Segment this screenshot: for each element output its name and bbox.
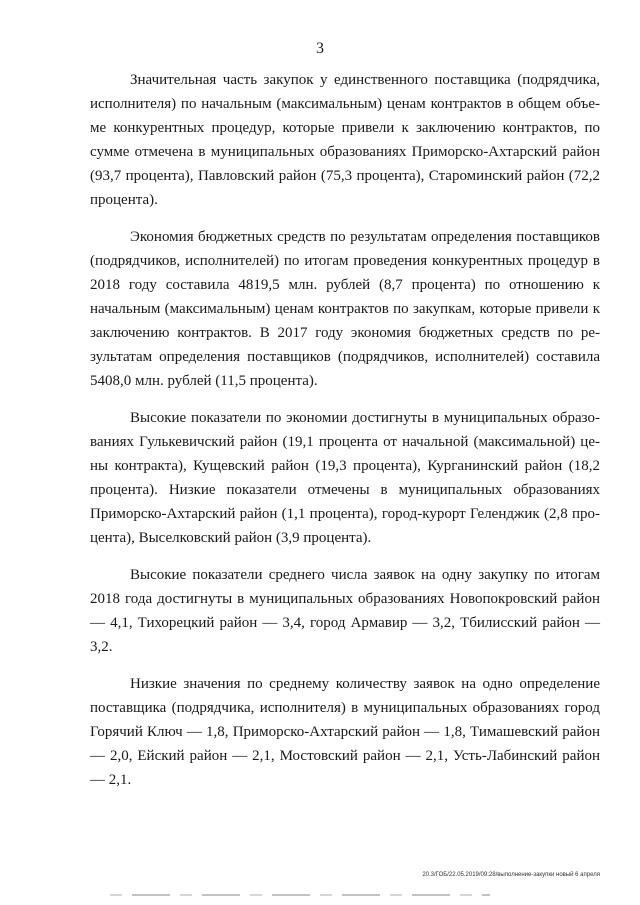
paragraph-low-bids: Низкие значения по среднему количеству заявок на одно определение поставщика (подрядчика, исполнителя) в муниципальных образованиях город Горячий Ключ — 1,8, Приморско-Ахтарский район — 1,8, Тимашевский район — 2,0, Ейский район — 2,1, Мостовский район — 2,1, Усть-Лабинский район — 2,1. xyxy=(90,676,600,788)
footer-stamp: 20.3/ГОБ/22.05.2019/09:28/выполнение-закупки новый 6 апреля xyxy=(422,872,600,878)
paragraph-budget-savings: Экономия бюджетных средств по результатам определения поставщиков (подрядчиков, исполнителей) по итогам проведения конкурентных процедур в 2018 году составила 4819,5 млн. рублей (8,7 процента) по отношению к начальным (максимальным) ценам контрактов по закупкам, которые привели к заключению контрактов. В 2017 году экономия бюджетных средств по результатам определения поставщиков (подрядчиков, исполнителей) составила 5408,0 млн. рублей (11,5 процента). xyxy=(90,229,600,389)
page-number: 3 xyxy=(316,40,324,57)
paragraph-sole-supplier: Значительная часть закупок у единственного поставщика (подрядчика, исполнителя) по начальным (максимальным) ценам контрактов в общем объеме конкурентных процедур, которые привели к заключению контрактов, по сумме отмечена в муниципальных образованиях Приморско-Ахтарский район (93,7 процента), Павловский район (75,3 процента), Староминский район (72,2 процента). xyxy=(90,72,600,208)
paragraph-high-low-savings: Высокие показатели по экономии достигнуты в муниципальных образованиях Гулькевичский район (19,1 процента от начальной (максимальной) цены контракта), Кущевский район (19,3 процента), Курганинский район (18,2 процента). Низкие показатели отмечены в муниципальных образованиях Приморско-Ахтарский район (1,1 процента), город-курорт Геленджик (2,8 процента), Выселковский район (3,9 процента). xyxy=(90,410,600,546)
document-body xyxy=(90,68,600,805)
paragraph-high-bids: Высокие показатели среднего числа заявок на одну закупку по итогам 2018 года достигнуты в муниципальных образованиях Новопокровский район — 4,1, Тихорецкий район — 3,4, город Армавир — 3,2, Тбилисский район — 3,2. xyxy=(90,567,600,655)
scan-edge-artifact xyxy=(110,894,490,896)
